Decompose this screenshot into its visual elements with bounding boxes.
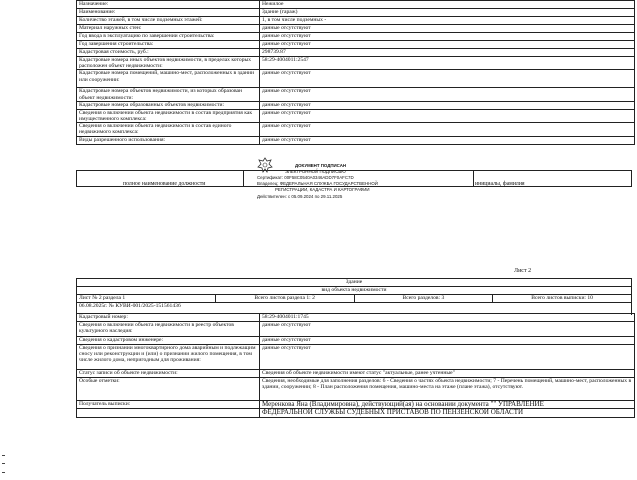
characteristic-label: Наименование: [77,9,260,17]
position-caption: полное наименование должности [123,181,206,187]
stamp-subtitle: ЭЛЕКТРОННОЙ ПОДПИСЬЮ [285,169,346,174]
detail-row [77,401,635,409]
characteristic-label: Сведения о включении объекта недвижимости в состав единого недвижимого комплекса: [77,123,260,136]
characteristic-value: данные отсутствуют [260,101,635,109]
characteristic-label: Виды разрешенного использования: [77,136,260,144]
characteristic-label: Кадастровые номера иных объектов недвижимости, в пределах которых расположен объект недвижимости: [77,57,260,70]
cadastral-number-label: Кадастровый номер: [77,314,260,322]
detail-value: Сведения, необходимые для заполнения разделов: 6 - Сведения о частях объекта недвижимости; 7 - Перечень помещений, машино-мест, расположенных в здании, сооружении; 8 - План расположения помещения, машино-места на этаже (плане этажа), отсутствуют. [260,378,635,401]
sheets-total: Всего листов выписки: 10 [493,295,632,303]
characteristic-value: 58:29-4004011:2547 [260,57,635,70]
characteristic-row [77,17,635,25]
characteristic-row [77,123,635,136]
statement-date-number: 06.08.2025г. № КУВИ-001/2025-151561436 [77,303,632,316]
characteristic-label: Год ввода в эксплуатацию по завершении строительства: [77,33,260,41]
characteristic-value: данные отсутствуют [260,123,635,136]
detail-value: данные отсутствуют [260,322,635,337]
characteristic-row [77,1,635,9]
stamp-owner-cont: РЕГИСТРАЦИИ, КАДАСТРА И КАРТОГРАФИИ [275,187,370,192]
detail-value: данные отсутствуют [260,345,635,370]
cadastral-number-value: 58:29-4004011:1745 [260,314,635,322]
characteristic-value: данные отсутствуют [260,25,635,33]
detail-label: Сведения о признании многоквартирного дома аварийным и подлежащим сносу или реконструкции и (или) о признании жилого помещения, в том числе жилого дома, непригодным для проживания: [77,345,260,370]
characteristic-row [77,49,635,57]
object-kind-caption: вид объекта недвижимости [77,287,632,295]
characteristic-row [77,57,635,70]
detail-label: Статус записи об объекте недвижимости: [77,370,260,378]
detail-value: Сведения об объекте недвижимости имеют статус "актуальные, ранее учтенные" [260,370,635,378]
characteristic-value: Нежилое [260,1,635,9]
characteristic-row [77,9,635,17]
detail-label: Особые отметки: [77,378,260,401]
characteristic-row [77,25,635,33]
detail-row [77,322,635,337]
detail-row [77,337,635,345]
characteristic-row [77,101,635,109]
characteristic-value: 1, в том числе подземных - [260,17,635,25]
characteristic-label: Кадастровые номера объектов недвижимости, из которых образован объект недвижимости: [77,88,260,101]
detail-value: данные отсутствуют [260,337,635,345]
detail-row [77,370,635,378]
margin-mark [2,455,5,456]
characteristic-label: Материал наружных стен: [77,25,260,33]
detail-row [77,409,635,417]
characteristic-row [77,88,635,101]
sections-total: Всего разделов: 3 [354,295,493,303]
sheet-label: Лист 2 [514,268,532,274]
characteristic-label: Год завершения строительства: [77,41,260,49]
detail-label [77,409,260,417]
characteristic-value: данные отсутствуют [260,88,635,101]
characteristic-value: данные отсутствуют [260,41,635,49]
characteristic-row [77,41,635,49]
object-characteristics-table [76,0,635,145]
margin-mark [2,472,5,473]
emblem-icon [257,157,273,175]
detail-value: Меренкова Яна (Владимировна), действующий(ая) на основании документа "" УПРАВЛЕНИЕ [260,401,635,409]
characteristic-label: Сведения о включении объекта недвижимости в состав предприятия как имущественного комплекса: [77,109,260,122]
characteristic-row [77,70,635,88]
characteristic-row [77,109,635,122]
signature-divider [243,171,244,186]
characteristic-value: Здание (гараж) [260,9,635,17]
characteristic-value: данные отсутствуют [260,109,635,122]
section-one-sheet-two [76,278,632,315]
object-type: Здание [77,279,632,287]
detail-row [77,345,635,370]
sheets-in-section: Всего листов раздела 1: 2 [215,295,354,303]
characteristic-row [77,33,635,41]
sheet-number: Лист № 2 раздела 1 [77,295,216,303]
characteristic-value: данные отсутствуют [260,70,635,88]
detail-label: Получатель выписки: [77,401,260,409]
characteristic-label: Кадастровые номера помещений, машино-мест, расположенных в здании или сооружении: [77,70,260,88]
signature-divider [473,171,474,186]
stamp-validity: Действителен: с 05.09.2024 по 29.11.2025 [257,194,343,199]
detail-value: ФЕДЕРАЛЬНОЙ СЛУЖБЫ СУДЕБНЫХ ПРИСТАВОВ ПО ПЕНЗЕНСКОЙ ОБЛАСТИ [260,409,635,417]
characteristic-label: Кадастровые номера образованных объектов недвижимости: [77,101,260,109]
stamp-title: ДОКУМЕНТ ПОДПИСАН [295,163,347,168]
section-one-details-table [76,313,635,418]
detail-label: Сведения о кадастровом инженере: [77,337,260,345]
characteristic-value: данные отсутствуют [260,136,635,144]
characteristic-row [77,136,635,144]
margin-mark [2,463,5,464]
stamp-owner: Владелец: ФЕДЕРАЛЬНАЯ СЛУЖБА ГОСУДАРСТВЕННОЙ [257,181,378,186]
stamp-certificate: Сертификат: 00F58C0540A0346ADD7F0AFC7D [257,175,354,180]
characteristic-label: Назначение: [77,1,260,9]
characteristic-value: 298739.87 [260,49,635,57]
detail-row [77,378,635,401]
detail-label: Сведения о включении объекта недвижимости в реестр объектов культурного наследия: [77,322,260,337]
name-caption: инициалы, фамилия [475,181,525,187]
characteristic-label: Количество этажей, в том числе подземных этажей: [77,17,260,25]
electronic-signature-stamp [255,157,378,199]
characteristic-value: данные отсутствуют [260,33,635,41]
characteristic-label: Кадастровая стоимость, руб.: [77,49,260,57]
